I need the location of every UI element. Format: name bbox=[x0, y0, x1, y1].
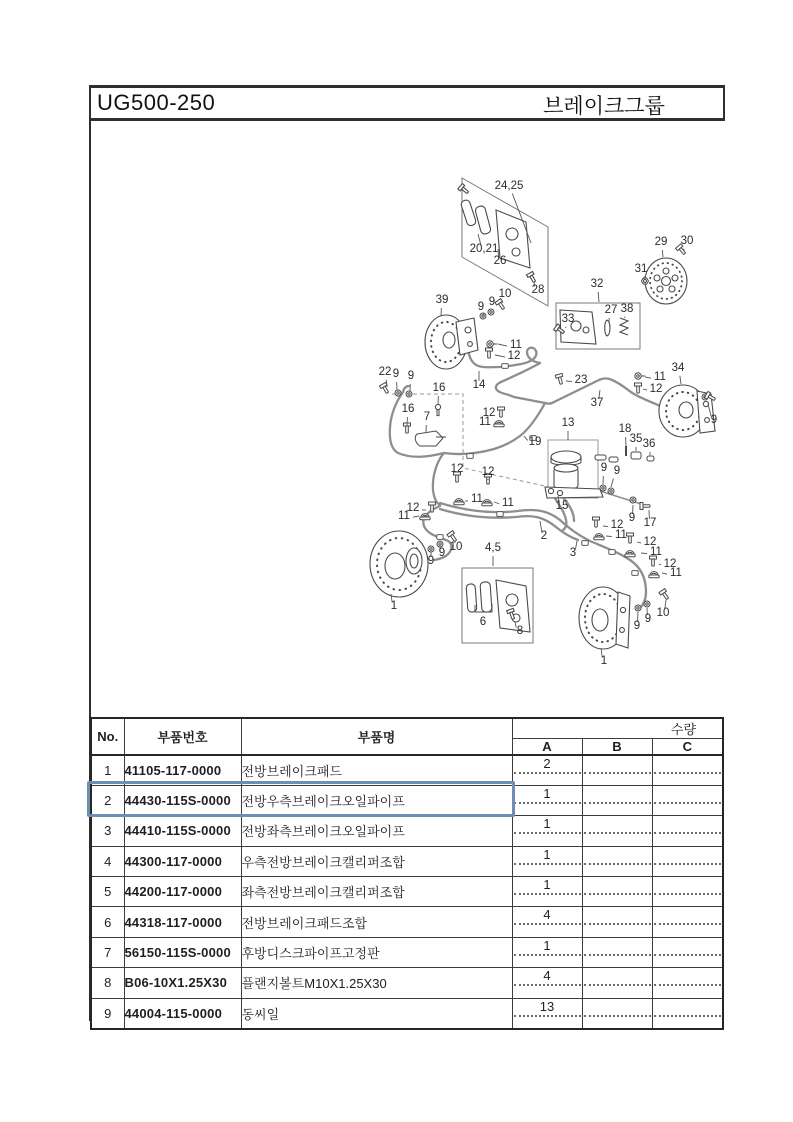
qty-dotted-line bbox=[654, 954, 722, 956]
diagram-callout: 15 bbox=[555, 500, 569, 513]
diagram-callout: 12 bbox=[481, 466, 495, 479]
cell-qty-a bbox=[512, 755, 582, 785]
diagram-callout: 3 bbox=[569, 547, 577, 560]
callout-leader bbox=[413, 516, 419, 517]
qty-dotted-line bbox=[584, 923, 651, 925]
qty-dotted-line bbox=[514, 863, 581, 865]
qty-dotted-line bbox=[514, 832, 581, 834]
cell-qty-b bbox=[582, 816, 652, 846]
table-row[interactable] bbox=[91, 907, 723, 937]
diagram-callout: 12 bbox=[482, 407, 496, 420]
cell-part-name: 후방디스크파이프고정판 bbox=[241, 937, 512, 967]
cell-qty-b bbox=[582, 907, 652, 937]
diagram-callout: 13 bbox=[561, 417, 575, 430]
master-cylinder bbox=[545, 451, 603, 498]
col-header-part-name: 부품명 bbox=[241, 718, 512, 755]
callout-leader bbox=[483, 314, 484, 315]
pipe-clips bbox=[437, 364, 638, 576]
diagram-callout: 9 bbox=[600, 462, 608, 475]
callout-leader bbox=[498, 344, 507, 346]
disc-rear-29 bbox=[645, 258, 687, 304]
table-row[interactable] bbox=[91, 937, 723, 967]
diagram-callout: 9 bbox=[392, 368, 400, 381]
parts-table bbox=[90, 717, 724, 1030]
cell-no: 2 bbox=[91, 785, 124, 815]
diagram-callout: 31 bbox=[634, 263, 648, 276]
disc-rear-right-1 bbox=[579, 587, 630, 649]
qty-dotted-line bbox=[654, 832, 722, 834]
callout-leader bbox=[566, 381, 572, 382]
cell-qty-c bbox=[652, 755, 723, 785]
callout-leader bbox=[524, 436, 528, 440]
cell-qty-c bbox=[652, 785, 723, 815]
cell-qty-c bbox=[652, 907, 723, 937]
cell-part-number: 44318-117-0000 bbox=[124, 907, 241, 937]
cell-qty-b bbox=[582, 755, 652, 785]
qty-dotted-line bbox=[584, 984, 651, 986]
diagram-callout: 33 bbox=[561, 313, 575, 326]
qty-dotted-line bbox=[514, 802, 581, 804]
cell-qty-c bbox=[652, 816, 723, 846]
cell-qty-b bbox=[582, 877, 652, 907]
qty-dotted-line bbox=[584, 772, 651, 774]
diagram-callout: 18 bbox=[618, 423, 632, 436]
callout-leader bbox=[645, 377, 651, 378]
cell-no: 8 bbox=[91, 968, 124, 998]
diagram-callout: 9 bbox=[427, 555, 435, 568]
callout-leader bbox=[662, 250, 663, 257]
cell-part-name: 전방좌측브레이크오일파이프 bbox=[241, 816, 512, 846]
qty-dotted-line bbox=[654, 802, 722, 804]
diagram-callout: 37 bbox=[590, 397, 604, 410]
cell-part-name: 전방브레이크패드 bbox=[241, 755, 512, 785]
diagram-callout: 11 bbox=[479, 416, 491, 429]
table-row[interactable] bbox=[91, 877, 723, 907]
table-row[interactable] bbox=[91, 816, 723, 846]
qty-dotted-line bbox=[514, 954, 581, 956]
diagram-callout: 30 bbox=[680, 235, 694, 248]
cell-part-number: 44410-115S-0000 bbox=[124, 816, 241, 846]
diagram-callout: 27 bbox=[604, 304, 618, 317]
callout-leader bbox=[598, 292, 599, 302]
qty-dotted-line bbox=[584, 893, 651, 895]
col-header-no: No. bbox=[91, 718, 124, 755]
diagram-callout: 9 bbox=[628, 512, 636, 525]
disc-front-39 bbox=[425, 315, 478, 369]
diagram-callout: 39 bbox=[435, 294, 449, 307]
table-row[interactable] bbox=[91, 846, 723, 876]
col-header-qty-b: B bbox=[582, 739, 652, 756]
cell-part-number: 41105-117-0000 bbox=[124, 755, 241, 785]
cell-qty-a bbox=[512, 998, 582, 1028]
callout-leader bbox=[659, 564, 661, 565]
qty-dotted-line bbox=[584, 954, 651, 956]
diagram-callout: 9 bbox=[644, 613, 652, 626]
model-code: UG500-250 bbox=[97, 90, 216, 115]
diagram-callout: 9 bbox=[488, 296, 496, 309]
diagram-callout: 17 bbox=[643, 517, 657, 530]
disc-front-left-1 bbox=[370, 531, 428, 597]
cell-qty-b bbox=[582, 968, 652, 998]
callout-leader bbox=[662, 573, 667, 574]
diagram-callout: 6 bbox=[479, 616, 487, 629]
col-header-qty: 수량 bbox=[512, 718, 723, 739]
diagram-callout: 10 bbox=[498, 288, 512, 301]
diagram-callout: 12 bbox=[663, 558, 677, 571]
diagram-callout: 11 bbox=[471, 493, 483, 506]
diagram-callout: 11 bbox=[502, 497, 514, 510]
qty-dotted-line bbox=[584, 802, 651, 804]
cell-part-number: 44004-115-0000 bbox=[124, 998, 241, 1028]
qty-dotted-line bbox=[584, 1015, 651, 1017]
callout-leader bbox=[606, 536, 612, 537]
callout-leader bbox=[637, 542, 641, 543]
disc-rear-34 bbox=[659, 385, 718, 437]
diagram-callout: 23 bbox=[574, 374, 588, 387]
table-row[interactable] bbox=[91, 998, 723, 1028]
diagram-callout: 12 bbox=[507, 350, 521, 363]
diagram-callout: 11 bbox=[654, 371, 666, 384]
qty-dotted-line bbox=[654, 893, 722, 895]
qty-value: 4 bbox=[543, 968, 551, 984]
diagram-callout: 16 bbox=[432, 382, 446, 395]
diagram-callout: 11 bbox=[615, 529, 627, 542]
diagram-callout: 9 bbox=[438, 547, 446, 560]
cell-part-number: 56150-115S-0000 bbox=[124, 937, 241, 967]
parts-table-wrap bbox=[90, 717, 723, 1030]
diagram-callout: 11 bbox=[510, 339, 522, 352]
diagram-callout: 10 bbox=[449, 541, 463, 554]
diagram-callout: 36 bbox=[642, 438, 656, 451]
diagram-callout: 1 bbox=[390, 600, 398, 613]
qty-value: 1 bbox=[543, 785, 551, 801]
cell-qty-b bbox=[582, 785, 652, 815]
cell-qty-b bbox=[582, 937, 652, 967]
diagram-callout: 28 bbox=[531, 284, 545, 297]
qty-dotted-line bbox=[654, 772, 722, 774]
qty-dotted-line bbox=[514, 984, 581, 986]
callout-leader bbox=[603, 526, 608, 527]
diagram-callout: 8 bbox=[516, 625, 524, 638]
diagram-callout: 29 bbox=[654, 236, 668, 249]
callout-leader bbox=[386, 380, 387, 387]
diagram-callout: 7 bbox=[423, 411, 431, 424]
diagram-callout: 14 bbox=[472, 379, 486, 392]
callout-leader bbox=[495, 355, 505, 357]
callout-leader bbox=[643, 389, 647, 390]
cell-qty-a bbox=[512, 785, 582, 815]
qty-dotted-line bbox=[514, 893, 581, 895]
cell-qty-a bbox=[512, 877, 582, 907]
cell-qty-a bbox=[512, 816, 582, 846]
table-row[interactable] bbox=[91, 968, 723, 998]
cell-qty-c bbox=[652, 968, 723, 998]
qty-dotted-line bbox=[654, 1015, 722, 1017]
diagram-callout: 2 bbox=[540, 530, 548, 543]
diagram-callout: 12 bbox=[643, 536, 657, 549]
qty-dotted-line bbox=[514, 923, 581, 925]
diagram-callout: 12 bbox=[450, 463, 464, 476]
diagram-callout: 26 bbox=[493, 255, 507, 268]
diagram-callout: 4,5 bbox=[485, 542, 501, 555]
diagram-callout: 22 bbox=[378, 366, 392, 379]
cell-qty-c bbox=[652, 846, 723, 876]
page-title: 브레이크그룹 bbox=[543, 95, 665, 118]
qty-value: 1 bbox=[543, 846, 551, 862]
cell-part-name: 전방우측브레이크오일파이프 bbox=[241, 785, 512, 815]
cell-qty-c bbox=[652, 998, 723, 1028]
diagram-callout: 12 bbox=[406, 502, 420, 515]
diagram-callout: 19 bbox=[528, 436, 542, 449]
cell-qty-a bbox=[512, 846, 582, 876]
qty-value: 13 bbox=[539, 998, 555, 1014]
cell-qty-a bbox=[512, 907, 582, 937]
qty-dotted-line bbox=[654, 863, 722, 865]
cell-part-name: 우측전방브레이크캘리퍼조합 bbox=[241, 846, 512, 876]
qty-value: 2 bbox=[543, 756, 551, 771]
qty-dotted-line bbox=[654, 923, 722, 925]
diagram-callout: 32 bbox=[590, 278, 604, 291]
qty-dotted-line bbox=[654, 984, 722, 986]
callout-leader bbox=[680, 376, 681, 384]
qty-value: 1 bbox=[543, 937, 551, 953]
cell-part-name: 좌측전방브레이크캘리퍼조합 bbox=[241, 877, 512, 907]
callout-leader bbox=[494, 502, 499, 504]
cell-qty-c bbox=[652, 877, 723, 907]
diagram-callout: 34 bbox=[671, 362, 685, 375]
cell-part-number: 44300-117-0000 bbox=[124, 846, 241, 876]
callout-leader bbox=[611, 479, 613, 487]
qty-value: 1 bbox=[543, 877, 551, 893]
cell-qty-b bbox=[582, 846, 652, 876]
diagram-callout: 12 bbox=[610, 519, 624, 532]
diagram-callout: 9 bbox=[633, 620, 641, 633]
diagram-callout: 9 bbox=[710, 414, 718, 427]
table-row[interactable] bbox=[91, 785, 723, 815]
diagram-callout: 11 bbox=[670, 567, 682, 580]
col-header-qty-c: C bbox=[652, 739, 723, 756]
diagram-callout: 16 bbox=[401, 403, 415, 416]
cell-no: 4 bbox=[91, 846, 124, 876]
cell-part-name: 전방브레이크패드조합 bbox=[241, 907, 512, 937]
diagram-callout: 20,21 bbox=[469, 243, 499, 256]
diagram-callout: 11 bbox=[398, 510, 410, 523]
cell-qty-b bbox=[582, 998, 652, 1028]
cell-no: 6 bbox=[91, 907, 124, 937]
cell-part-name: 플랜지볼트M10X1.25X30 bbox=[241, 968, 512, 998]
diagram-callout: 35 bbox=[629, 433, 643, 446]
cell-qty-c bbox=[652, 937, 723, 967]
diagram-callout: 1 bbox=[600, 655, 608, 668]
cell-no: 1 bbox=[91, 755, 124, 785]
diagram-callout: 24,25 bbox=[494, 180, 524, 193]
cell-part-number: 44200-117-0000 bbox=[124, 877, 241, 907]
callout-leader bbox=[641, 553, 647, 554]
cell-no: 9 bbox=[91, 998, 124, 1028]
table-row[interactable] bbox=[91, 755, 723, 785]
cell-part-number: B06-10X1.25X30 bbox=[124, 968, 241, 998]
diagram-callout: 12 bbox=[649, 383, 663, 396]
qty-dotted-line bbox=[514, 772, 581, 774]
cell-no: 7 bbox=[91, 937, 124, 967]
col-header-part-no: 부품번호 bbox=[124, 718, 241, 755]
qty-dotted-line bbox=[584, 863, 651, 865]
qty-dotted-line bbox=[584, 832, 651, 834]
col-header-qty-a: A bbox=[512, 739, 582, 756]
cell-qty-a bbox=[512, 968, 582, 998]
cell-qty-a bbox=[512, 937, 582, 967]
diagram-callout: 10 bbox=[656, 607, 670, 620]
qty-dotted-line bbox=[514, 1015, 581, 1017]
diagram-callout: 11 bbox=[650, 546, 662, 559]
qty-value: 4 bbox=[543, 907, 551, 923]
qty-value: 1 bbox=[543, 816, 551, 832]
diagram-callout: 9 bbox=[477, 301, 485, 314]
cell-no: 5 bbox=[91, 877, 124, 907]
cell-part-number: 44430-115S-0000 bbox=[124, 785, 241, 815]
cell-part-name: 동씨일 bbox=[241, 998, 512, 1028]
cell-no: 3 bbox=[91, 816, 124, 846]
diagram-callout: 9 bbox=[613, 465, 621, 478]
diagram-callout: 38 bbox=[620, 303, 634, 316]
diagram-callout: 9 bbox=[407, 370, 415, 383]
